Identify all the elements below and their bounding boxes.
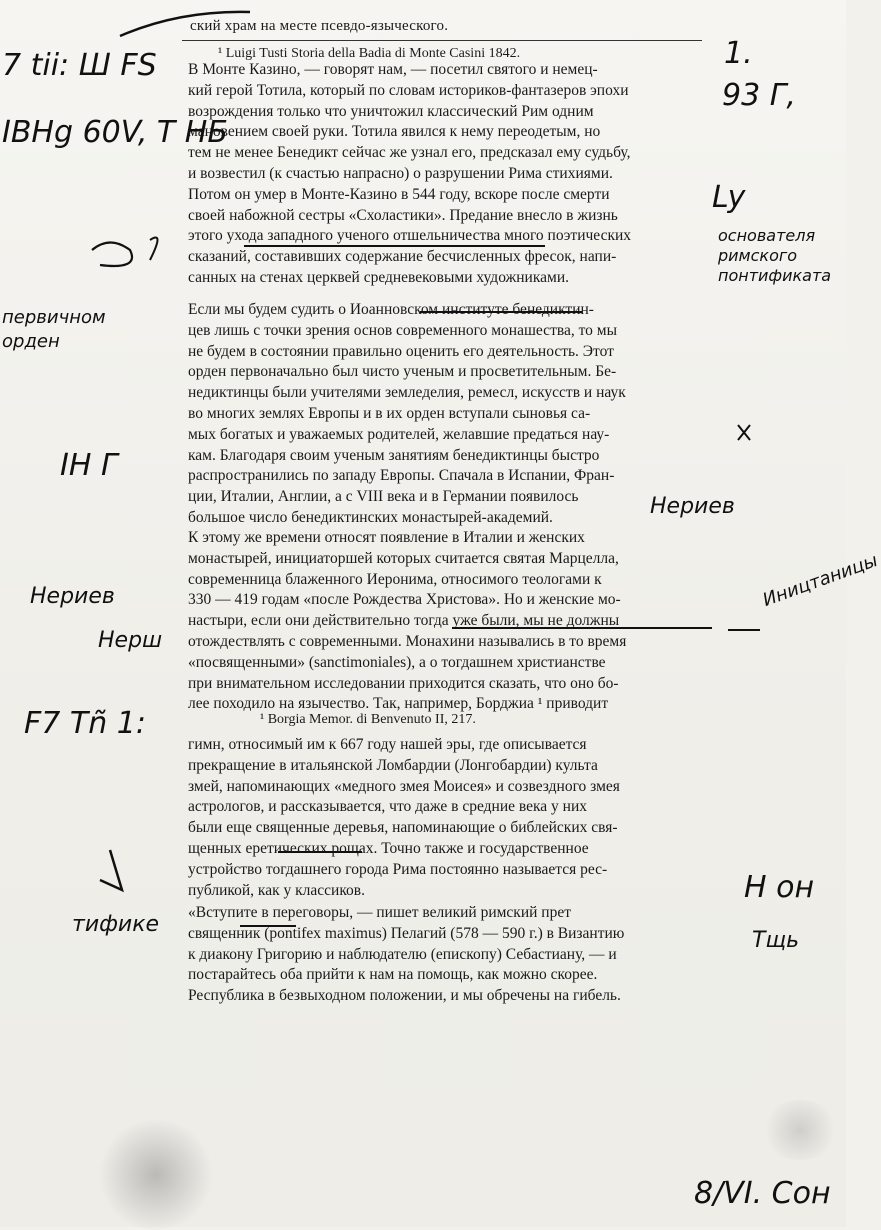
handwritten-note: Нериев [650, 494, 735, 519]
text-line: Если мы будем судить о Иоанновском институте бенедиктин- [188, 301, 594, 318]
handwritten-note: IH Г [60, 448, 118, 483]
text-line: «Вступите в переговоры, — пишет великий римский прет [188, 904, 571, 921]
text-line: при внимательном исследовании приходится сказать, что оно бо- [188, 674, 619, 692]
text-line: орден первоначально был чисто ученым и просветительным. Бе- [188, 363, 617, 381]
handwritten-note: основателя римского понтификата [718, 226, 832, 285]
text-line: В Монте Казино, — говорят нам, — посетил святого и немец- [188, 61, 598, 78]
text-line: священник (pontifex maximus) Пелагий (578 — 590 г.) в Византию [188, 924, 625, 942]
handwritten-note: IBHg 60V, T HБ [2, 115, 228, 150]
page-top-line: ский храм на месте псевдо-языческого. [190, 18, 449, 34]
text-line: сказаний, составивших содержание бесчисленных фресок, напи- [188, 248, 617, 266]
text-line: своей набожной сестры «Схоластики». Предание внесло в жизнь [188, 206, 618, 224]
handwritten-note: 1. [724, 36, 753, 71]
text-line: большое число бенедиктинских монастырей-академий. [188, 508, 553, 526]
text-line: настыри, если они действительно тогда уже были, мы не должны [188, 612, 620, 630]
text-line: публикой, как у классиков. [188, 881, 366, 899]
pen-stroke [120, 12, 250, 36]
text-line: астрологов, и рассказывается, что даже в средние века у них [188, 798, 588, 816]
footnote-1: ¹ Luigi Tusti Storia della Badia di Monte Casini 1842. [218, 46, 521, 61]
handwritten-note: Нерш [98, 628, 163, 653]
text-line: распространились по западу Европы. Спачала в Испании, Фран- [188, 467, 615, 485]
handwritten-note: Н он [744, 870, 815, 905]
pen-stroke [100, 850, 122, 890]
scan-smudge [96, 1120, 216, 1230]
text-line: монастырей, инициаторшей которых считается святая Марцелла, [188, 549, 619, 567]
text-line: кам. Благодаря своим ученым занятиям бенедиктинцы быстро [188, 446, 600, 464]
text-line: этого ухода западного ученого отшельничества много поэтических [188, 227, 632, 245]
text-line: змей, напоминающих «медного змея Моисея» и созвездного змея [188, 777, 620, 795]
handwritten-note: 8/VI. Сон [694, 1176, 831, 1211]
text-line: санных на стенах церквей средневековыми художниками. [188, 268, 570, 286]
text-line: Потом он умер в Монте-Казино в 544 году, вскоре после смерти [188, 185, 610, 203]
text-line: Республика в безвыходном положении, и мы обречены на гибель. [188, 987, 621, 1005]
scan-smudge [760, 1100, 840, 1160]
handwritten-note: Иництаницы [760, 550, 881, 611]
text-line: прекращение в итальянской Ломбардии (Лонгобардии) культа [188, 756, 598, 774]
handwritten-note: Нериев [30, 584, 115, 609]
text-line: постарайтесь оба прийти к нам на помощь, как можно скорее. [188, 966, 598, 984]
pen-stroke [150, 238, 158, 261]
text-line: во многих землях Европы и в их орден вступали сыновья са- [188, 404, 591, 422]
text-line: были еще священные деревья, напоминающие о библейских свя- [188, 819, 618, 837]
text-line: гимн, относимый им к 667 году нашей эры, где описывается [188, 736, 587, 753]
handwritten-note: Ly [712, 180, 746, 215]
text-line: ции, Италии, Англии, а с VIII века и в Германии появилось [188, 488, 579, 506]
text-line: мых богатых и уважаемых родителей, желавшие предаться нау- [188, 425, 610, 443]
text-line: лее походило на язычество. Так, например, Борджиа ¹ приводит [188, 695, 609, 713]
text-line: кий герой Тотила, который по словам историков-фантазеров эпохи [188, 81, 629, 99]
handwritten-note: 93 Г, [722, 78, 796, 113]
text-line: и возвестил (к счастью напрасно) о разрушении Рима стихиями. [188, 164, 613, 182]
text-line: возрождения только что уничтожил классический Рим одним [188, 102, 594, 120]
footnote-2: ¹ Borgia Memor. di Benvenuto II, 217. [260, 712, 476, 727]
handwritten-note: первичном орден [2, 307, 106, 352]
handwritten-note: Тщь [752, 928, 800, 953]
text-line: К этому же времени относят появление в Италии и женских [188, 529, 585, 546]
text-line: не будем в состоянии правильно оценить его деятельность. Этот [188, 342, 614, 360]
handwritten-note: тифике [72, 912, 160, 937]
text-line: современница блаженного Иеронима, относимого теологами к [188, 570, 602, 588]
text-line: 330 — 419 годам «после Рождества Христова». Но и женские мо- [188, 591, 621, 609]
handwritten-note: F7 Tñ 1: [24, 706, 146, 741]
text-line: отождествлять с современными. Монахини назывались в то время [188, 632, 627, 650]
text-line: «посвященными» (sanctimoniales), а о тогдашнем христианстве [188, 653, 606, 671]
text-line: к диакону Григорию и наблюдателю (епископу) Себастиану, — и [188, 945, 617, 963]
pen-stroke [92, 243, 132, 267]
text-line: цев лишь с точки зрения основ современного монашества, то мы [188, 321, 617, 339]
x-mark [738, 425, 750, 440]
text-line: щенных еретических рощах. Точно также и государственное [188, 839, 589, 857]
handwritten-note: 7 tii: Ш FS [2, 48, 157, 83]
text-line: недиктинцы были учителями земледелия, ремесл, искусств и наук [188, 384, 626, 402]
text-line: мановением своей руки. Тотила явился к нему переодетым, но [188, 123, 601, 141]
text-line: устройство тогдашнего города Рима постоянно называется рес- [188, 860, 608, 878]
text-line: тем не менее Бенедикт сейчас же узнал его, предсказал ему судьбу, [188, 144, 631, 162]
